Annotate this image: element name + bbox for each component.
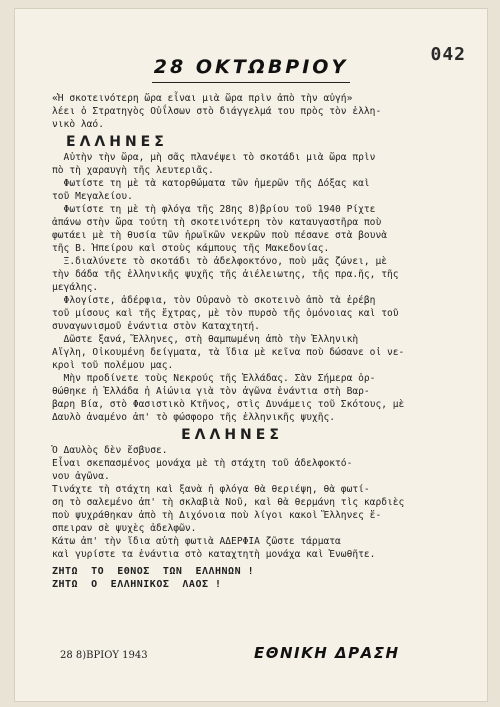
text-line: Δαυλὸ ἀναμένο ἀπ' τὸ φώσφορο τῆς ἑλληνικῆς ψυχῆς. xyxy=(52,412,336,423)
text-line: Φωτίστε τη μὲ τὴ φλόγα τῆς 28ης 8)βρίου τοῦ 1940 Ρίχτε xyxy=(52,204,376,215)
slogan-nation: ΖΗΤΩ ΤΟ ΕΘΝΟΣ ΤΩΝ ΕΛΛΗΝΩΝ ! xyxy=(52,566,255,577)
text-line: νου ἀγῶνα. xyxy=(52,471,110,482)
text-line: καὶ γυρίστε τα ἐνάντια στὸ καταχτητὴ μονάχα καὶ Ἑνωθῆτε. xyxy=(52,549,376,560)
text-line: μεγάλης. xyxy=(52,282,99,293)
archive-number: 042 xyxy=(430,44,466,65)
intro-quote xyxy=(52,92,472,131)
text-line: Φωτίστε τη μὲ τὰ κατορθώματα τῶν ἡμερῶν τῆς Δόξας καὶ xyxy=(52,178,370,189)
text-line: ση τὸ σαλεμένο ἀπ' τὴ σκλαβιὰ Νοῦ, καὶ θὰ θερμάνη τὶς καρδιὲς xyxy=(52,497,405,508)
appeal-part-2 xyxy=(52,444,472,561)
text-line: ἀπάνω στὴν ὥρα τούτη τὴ σκοτεινότερη τὸν καταυγαστῆρα ποὺ xyxy=(52,217,382,228)
text-line: φωτάει μὲ τὴ θυσία τῶν ἡρωϊκῶν νεκρῶν ποὺ πέσανε στὰ βουνὰ xyxy=(52,230,388,241)
leaflet-footer xyxy=(14,644,488,664)
text-line: τοῦ Μεγαλείου. xyxy=(52,191,133,202)
title-underline xyxy=(152,82,350,83)
text-line: συναγωνισμοῦ ἐνάντια στὸν Καταχτητή. xyxy=(52,321,260,332)
text-line: Τινάχτε τὴ στάχτη καὶ ξανὰ ἡ φλόγα θὰ θεριέψη, θὰ φωτί- xyxy=(52,484,370,495)
text-line: Ξ.διαλύνετε τὸ σκοτάδι τὸ ἀδελφοκτόνο, ποὺ μᾶς ζώνει, μὲ xyxy=(52,256,388,267)
leaflet-body xyxy=(52,92,472,591)
text-line: πὸ τὴ χαραυγὴ τῆς λευτεριᾶς. xyxy=(52,165,214,176)
text-line: Εἶναι σκεπασμένος μονάχα μὲ τὴ στάχτη τοῦ ἀδελφοκτό- xyxy=(52,458,353,469)
heading-hellenes-1: ΕΛΛΗΝΕΣ xyxy=(66,134,168,150)
text-line: Κάτω ἀπ' τὴν ἴδια αὐτὴ φωτιὰ ΑΔΕΡΦΙΑ ζῶστε τάρματα xyxy=(52,536,341,547)
signature-organization: ΕΘΝΙΚΗ ΔΡΑΣΗ xyxy=(254,644,400,662)
text-line: «Ἡ σκοτεινότερη ὥρα εἶναι μιὰ ὥρα πρὶν ἀπὸ τὴν αὐγή» xyxy=(52,93,353,104)
slogan-people: ΖΗΤΩ Ο ΕΛΛΗΝΙΚΟΣ ΛΑΟΣ ! xyxy=(52,579,222,590)
leaflet-page xyxy=(14,8,488,702)
text-line: Αἴγλη, Οἰκουμένη δείγματα, τὰ ἴδια μὲ κεῖνα ποὺ δώσανε οἱ νε- xyxy=(52,347,405,358)
text-line: Δῶστε ξανά, Ἕλληνες, στὴ θαμπωμένη ἀπὸ τὴν Ἑλληνικὴ xyxy=(52,334,359,345)
text-line: τὴν δάδα τῆς ἑλληνικῆς ψυχῆς τῆς ἀιέλειωτης, τῆς πρα.ῆς, τῆς xyxy=(52,269,399,280)
text-line: Αὐτὴν τὴν ὥρα, μὴ σᾶς πλανέψει τὸ σκοτάδι μιὰ ὥρα πρὶν xyxy=(52,152,376,163)
slogans xyxy=(52,565,472,591)
page-title: 28 ΟΚΤΩΒΡΙΟΥ xyxy=(153,56,349,78)
appeal-part-1 xyxy=(52,151,472,424)
text-line: λέει ὁ Στρατηγὸς Οὐΐλσων στὸ διάγγελμά του πρὸς τὸν ἑλλη- xyxy=(52,106,382,117)
text-line: ποὺ ψυχράθηκαν ἀπὸ τὴ Διχόνοια ποὺ λίγοι κακοὶ Ἕλληνες ἔ- xyxy=(52,510,382,521)
text-line: Μὴν προδίνετε τοὺς Νεκρούς τῆς Ἑλλάδας. Σὰν Σήμερα ὀρ- xyxy=(52,373,376,384)
text-line: τοῦ μίσους καὶ τῆς ἔχτρας, μὲ τὸν πυρσὸ τῆς ὁμόνοιας καὶ τοῦ xyxy=(52,308,399,319)
text-line: σπειραν σὲ ψυχὲς ἀδελφῶν. xyxy=(52,523,197,534)
heading-hellenes-2: ΕΛΛΗΝΕΣ xyxy=(181,427,283,443)
text-line: κροὶ τοῦ πολέμου μας. xyxy=(52,360,174,371)
text-line: Φλογίστε, ἀδέρφια, τὸν Οὐρανὸ τὸ σκοτεινὸ ἀπὸ τὰ ἐρέβη xyxy=(52,295,376,306)
text-line: θώθηκε ἡ Ἑλλάδα ἡ Αἰώνια γιὰ τὸν ἀγῶνα ἐνάντια στὴ Βαρ- xyxy=(52,386,370,397)
issue-date: 28 8)ΒΡΙΟΥ 1943 xyxy=(60,650,148,661)
text-line: Ὁ Δαυλὸς δὲν ἔσβυσε. xyxy=(52,445,168,456)
text-line: νικὸ λαό. xyxy=(52,119,104,130)
text-line: τῆς Β. Ἠπείρου καὶ στοὺς κάμπους τῆς Μακεδονίας. xyxy=(52,243,330,254)
text-line: βαρη Βία, στὸ Φασιστικὸ Κτῆνος, στὶς Δυνάμεις τοῦ Σκότους, μὲ xyxy=(52,399,405,410)
